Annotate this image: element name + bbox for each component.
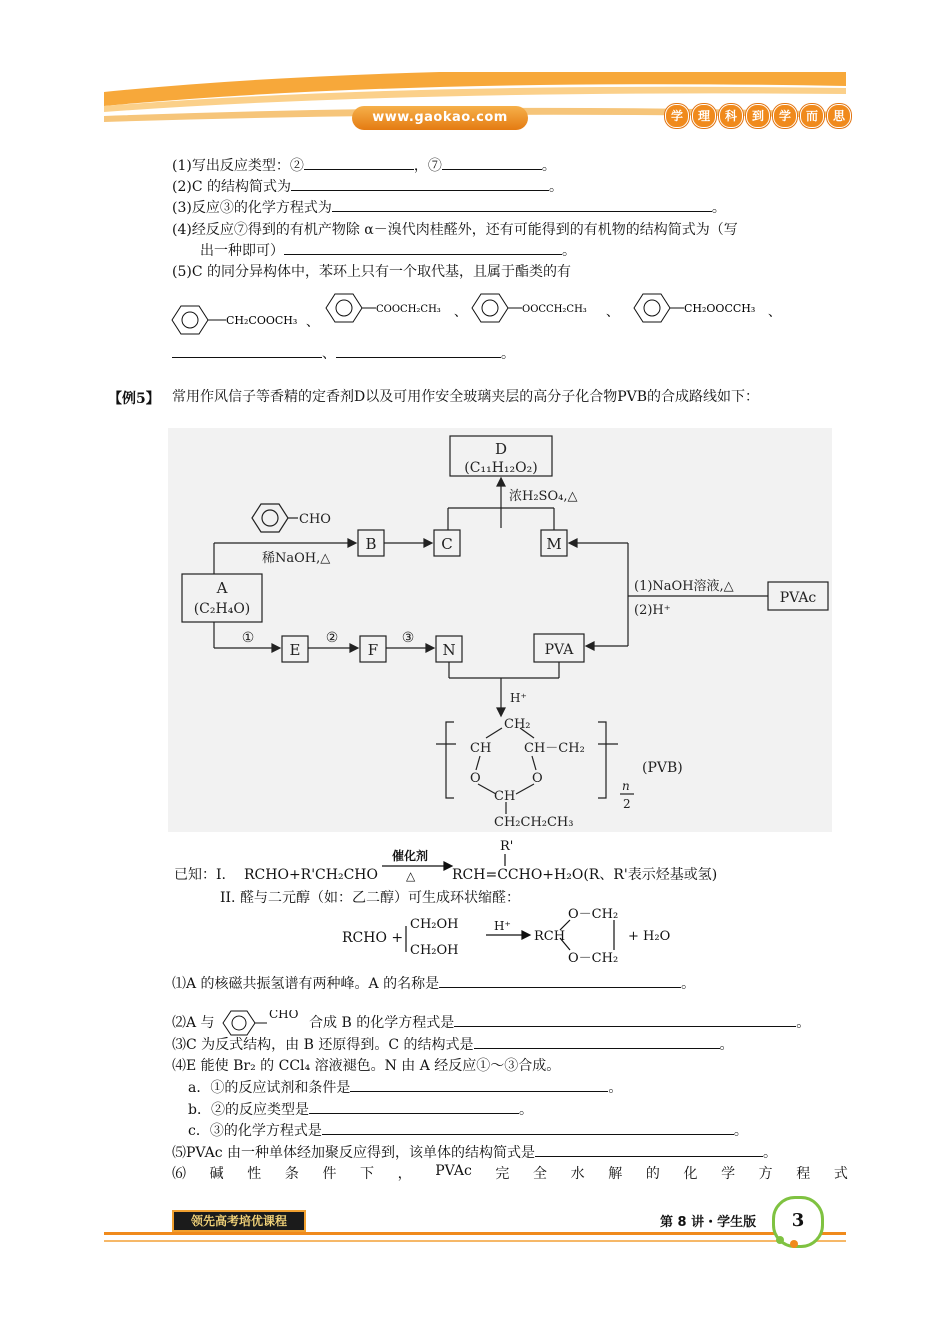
- pvb-2: 2: [623, 797, 631, 811]
- compound-D: D: [494, 440, 508, 458]
- reaction1-reactants: RCHO+R'CH₂CHO: [244, 867, 378, 883]
- example-intro: 常用作风信子等香精的定香剂D以及可用作安全玻璃夹层的高分子化合物PVB的合成路线如下：: [172, 389, 760, 405]
- answer-blank[interactable]: [535, 1142, 763, 1157]
- prev-q3: (3)反应③的化学方程式为 。: [172, 197, 726, 217]
- site-url-badge: www.gaokao.com: [352, 106, 528, 130]
- answer-blank[interactable]: [284, 240, 562, 255]
- answer-blank[interactable]: [304, 155, 414, 170]
- decor-dot: [776, 1236, 784, 1244]
- known-prefix: 已知：I.: [174, 867, 226, 883]
- step-2-label: ②: [325, 630, 339, 646]
- condition-conc-h2so4: 浓H₂SO₄,△: [509, 489, 578, 504]
- compound-E: E: [289, 641, 301, 659]
- prev-q5: (5)C 的同分异构体中，苯环上只有一个取代基，且属于酯类的有: [172, 264, 571, 280]
- page-number: 3: [772, 1196, 824, 1248]
- pvb-o-right: O: [532, 771, 543, 786]
- prev-q4-line2: 出一种即可） 。: [200, 240, 576, 260]
- benzaldehyde-cho: CHO: [299, 512, 331, 527]
- pvb-o-left: O: [470, 771, 481, 786]
- step-1-label: ①: [241, 630, 255, 646]
- condition-h-plus: H⁺: [510, 691, 527, 705]
- slogan-char: 思: [827, 104, 851, 128]
- slogan-char: 理: [692, 104, 716, 128]
- reaction1-products: RCH=CCHO+H₂O(R、R'表示烃基或氢): [452, 867, 718, 883]
- ester-structures: [168, 286, 808, 336]
- ester-3-label: OOCCH₂CH₃: [522, 304, 587, 315]
- slogan-char: 而: [800, 104, 824, 128]
- reaction2-condition: H⁺: [494, 919, 511, 933]
- reaction2-o-bottom: O－CH₂: [568, 951, 619, 966]
- question-3: ⑶C 为反式结构，由 B 还原得到。C 的结构式是 。: [172, 1034, 734, 1054]
- footer-rule: [104, 1232, 846, 1235]
- benzene-ring-icon: [326, 294, 362, 322]
- answer-blank[interactable]: [309, 1099, 519, 1114]
- question-2: ⑵A 与 CHO 合成 B 的化学方程式是 。: [172, 1010, 810, 1036]
- footer-logo: 领先高考培优课程: [172, 1210, 306, 1232]
- compound-D-formula: (C₁₁H₁₂O₂): [464, 460, 538, 476]
- pvb-ch-left: CH: [470, 741, 492, 756]
- answer-blank[interactable]: [172, 343, 322, 358]
- reaction2-rch: RCH: [534, 929, 566, 944]
- prev-q2: (2)C 的结构简式为 。: [172, 176, 563, 196]
- pvb-n: n: [622, 779, 630, 793]
- slogan-char: 科: [719, 104, 743, 128]
- compound-A: A: [216, 579, 228, 597]
- known-ii: II. 醛与二元醇（如：乙二醇）可生成环状缩醛：: [220, 890, 520, 906]
- compound-C: C: [441, 535, 453, 553]
- benzene-ring-icon: [634, 294, 670, 322]
- question-5: ⑸PVAc 由一种单体经加聚反应得到，该单体的结构简式是 。: [172, 1142, 777, 1162]
- question-4c: c．③的化学方程式是 。: [188, 1120, 748, 1140]
- svg-text:、: 、: [768, 305, 782, 320]
- answer-blank[interactable]: [442, 155, 542, 170]
- slogan-char: 学: [773, 104, 797, 128]
- prev-q1: (1)写出反应类型：② ，⑦ 。: [172, 155, 556, 175]
- compound-B: B: [365, 535, 377, 553]
- question-4: ⑷E 能使 Br₂ 的 CCl₄ 溶液褪色。N 由 A 经反应①～③合成。: [172, 1058, 561, 1074]
- pvb-propyl-chain: CH₂CH₂CH₃: [494, 815, 574, 830]
- answer-blank[interactable]: [322, 1120, 734, 1135]
- reaction2-ch2oh-bottom: CH₂OH: [410, 943, 459, 958]
- reaction2-o-top: O－CH₂: [568, 907, 619, 922]
- compound-N: N: [442, 641, 456, 659]
- delta-label: △: [406, 869, 416, 883]
- svg-text:、: 、: [606, 305, 620, 320]
- slogan-char: 到: [746, 104, 770, 128]
- reaction2-aldehyde: RCHO +: [342, 930, 404, 946]
- compound-PVAc: PVAc: [779, 590, 817, 606]
- svg-text:、: 、: [306, 315, 320, 330]
- catalyst-label: 催化剂: [392, 849, 429, 863]
- compound-A-formula: (C₂H₄O): [193, 601, 251, 617]
- benzene-ring-icon: [472, 294, 508, 322]
- pvb-name: (PVB): [642, 760, 683, 776]
- slogan-badges: [665, 104, 851, 128]
- lecture-label: 第 8 讲・学生版: [660, 1215, 757, 1230]
- condition-naoh-step2: (2)H⁺: [634, 603, 671, 618]
- benzaldehyde-structure: [219, 1010, 309, 1036]
- pvb-ch2-top: CH₂: [504, 717, 531, 732]
- answer-blank[interactable]: [332, 197, 712, 212]
- compound-M: M: [546, 535, 562, 553]
- pvb-ch-bottom: CH: [494, 789, 516, 804]
- question-4b: b．②的反应类型是 。: [188, 1099, 533, 1119]
- synthesis-scheme: [168, 428, 832, 832]
- decor-dot: [790, 1240, 798, 1248]
- question-4a: a．①的反应试剂和条件是 。: [188, 1077, 622, 1097]
- footer-rule-thin: [104, 1240, 846, 1242]
- svg-text:CHO: CHO: [269, 1010, 299, 1021]
- ester-4-label: CH₂OOCCH₃: [684, 302, 756, 315]
- question-1: ⑴A 的核磁共振氢谱有两种峰。A 的名称是 。: [172, 973, 695, 993]
- answer-blank[interactable]: [439, 973, 681, 988]
- benzene-ring-icon: [223, 1011, 255, 1035]
- answer-blank[interactable]: [291, 176, 549, 191]
- ester-1-label: CH₂COOCH₃: [226, 314, 298, 327]
- question-6: ⑹ 碱 性 条 件 下 ， PVAc 完 全 水 解 的 化 学 方 程 式: [172, 1163, 848, 1182]
- benzene-ring-icon: [172, 306, 208, 334]
- known-reactions: [168, 834, 808, 972]
- answer-blank[interactable]: [474, 1034, 720, 1049]
- pvb-ch-right: CH－CH₂: [524, 741, 585, 756]
- answer-blank[interactable]: [336, 343, 501, 358]
- example-label: 【例5】: [108, 391, 160, 407]
- prev-q4: (4)经反应⑦得到的有机产物除 α－溴代肉桂醛外，还有可能得到的有机物的结构简式为（写: [172, 222, 738, 238]
- compound-F: F: [367, 641, 379, 659]
- svg-text:、: 、: [454, 305, 468, 320]
- compound-PVA: PVA: [544, 642, 574, 658]
- condition-dilute-naoh: 稀NaOH,△: [262, 551, 331, 566]
- reaction2-ch2oh-top: CH₂OH: [410, 917, 459, 932]
- answer-blank[interactable]: [350, 1077, 608, 1092]
- condition-naoh-step1: (1)NaOH溶液,△: [634, 579, 734, 594]
- ester-2-label: COOCH₂CH₃: [376, 304, 441, 315]
- reaction1-r-group: R': [500, 839, 514, 854]
- reaction2-water: + H₂O: [628, 929, 671, 944]
- slogan-char: 学: [665, 104, 689, 128]
- step-3-label: ③: [401, 630, 415, 646]
- answer-blank[interactable]: [454, 1012, 796, 1027]
- prev-q5-blanks: 、 。: [172, 343, 515, 363]
